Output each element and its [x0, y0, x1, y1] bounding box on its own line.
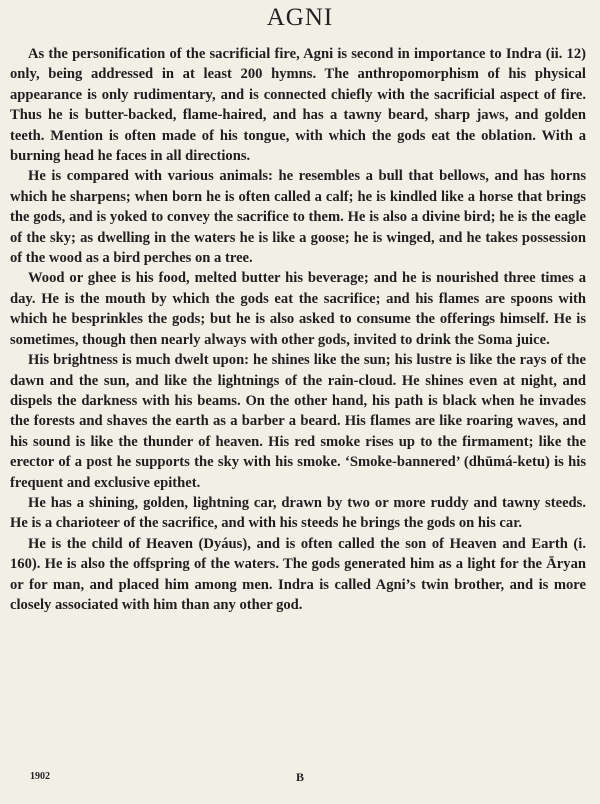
paragraph: As the personification of the sacrificial fire, Agni is second in importance to Indra (ii. 12) only, being addressed in at least 200 hymns. The anthropomorphism of his physical appearance is only rudimentary, and is connected chiefly with the sacrificial aspect of fire. Thus he is butter-backed, flame-haired, and has a tawny beard, sharp jaws, and golden teeth. Mention is often made of his tongue, with which the gods eat the oblation. With a burning head he faces in all directions. — [10, 46, 586, 165]
signature-mark: 1902 — [30, 771, 50, 782]
page-title: AGNI — [266, 4, 334, 31]
paragraph: Wood or ghee is his food, melted butter his beverage; and he is nourished three times a day. He is the mouth by which the gods eat the sacrifice; and his flames are spoons with which he besprinkles the gods; but he is also asked to consume the offerings himself. He is sometimes, though then nearly always with other gods, invited to drink the Soma juice. — [10, 270, 586, 348]
paragraph: His brightness is much dwelt upon: he shines like the sun; his lustre is like the rays of the dawn and the sun, and like the lightnings of the rain-cloud. He shines even at night, and dispels the darkness with his beams. On the other hand, his path is black when he invades the forests and shaves the earth as a barber a beard. His flames are like roaring waves, and his sound is like the thunder of heaven. His red smoke rises up to the firmament; like the erector of a post he supports the sky with his smoke. ‘Smoke-bannered’ (dhūmá-ketu) is his frequent and exclusive epithet. — [10, 352, 586, 491]
paragraph: He is the child of Heaven (Dyáus), and is often called the son of Heaven and Earth (i. 160). He is also the offspring of the waters. The gods generated him as a light for the Āryan or for man, and placed him among men. Indra is called Agni’s twin brother, and is more closely associated with him than any other god. — [10, 535, 586, 613]
paragraph: He has a shining, golden, lightning car, drawn by two or more ruddy and tawny steeds. He is a charioteer of the sacrifice, and with his steeds he brings the gods on his car. — [10, 494, 586, 532]
footer-letter: B — [295, 770, 304, 784]
paragraph: He is compared with various animals: he resembles a bull that bellows, and has horns which he sharpens; when born he is often called a calf; he is kindled like a horse that brings the gods, and is yoked to convey the sacrifice to them. He is also a divine bird; he is the eagle of the sky; as dwelling in the waters he is like a goose; he is winged, and he takes possession of the wood as a bird perches on a tree. — [10, 168, 586, 267]
body-text — [10, 44, 586, 615]
